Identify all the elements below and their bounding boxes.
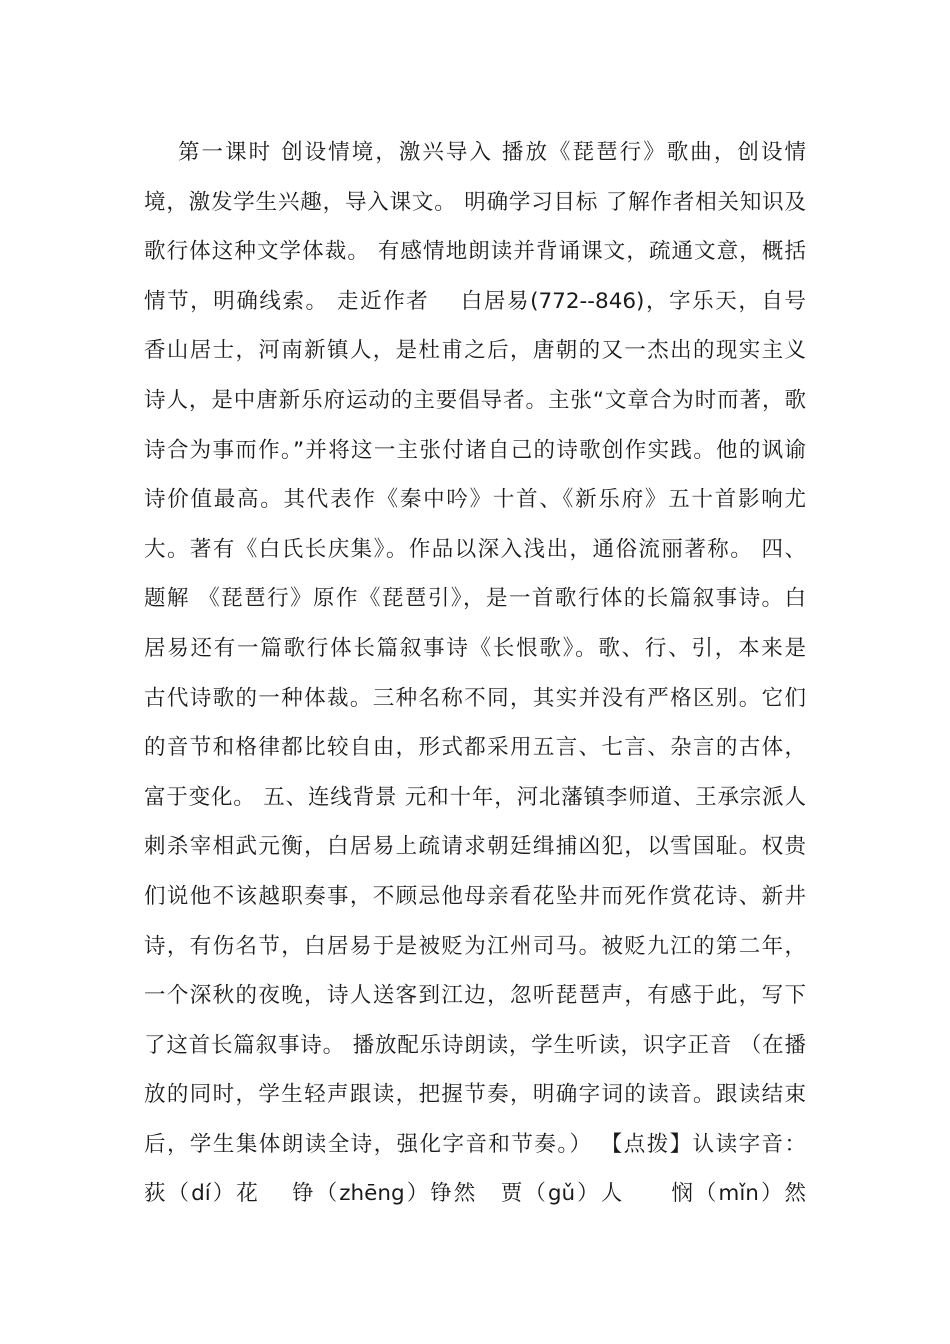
text-line: 居易还有一篇歌行体长篇叙事诗《长恨歌》。歌、行、引，本来是 [144, 635, 806, 661]
text-line: 第一课时 创设情境，激兴导入 播放《琵琶行》歌曲，创设情 [178, 140, 806, 165]
text-line: 诗人，是中唐新乐府运动的主要倡导者。主张“文章合为时而著，歌 [144, 387, 806, 413]
text-line: 诗价值最高。其代表作《秦中吟》十首、《新乐府》五十首影响尤 [144, 487, 806, 513]
text-line: 诗，有伤名节，白居易于是被贬为江州司马。被贬九江的第二年， [144, 933, 806, 959]
text-line: 们说他不该越职奏事，不顾忌他母亲看花坠井而死作赏花诗、新井 [144, 883, 806, 909]
text-line: 题解 《琵琶行》原作《琵琶引》，是一首歌行体的长篇叙事诗。白 [144, 586, 806, 612]
text-line: 古代诗歌的一种体裁。三种名称不同，其实并没有严格区别。它们 [144, 685, 806, 711]
text-line: 情节，明确线索。 走近作者 白居易(772--846)，字乐天，自号 [144, 288, 806, 314]
text-line: 放的同时，学生轻声跟读，把握节奏，明确字词的读音。跟读结束 [144, 1082, 806, 1108]
text-line: 香山居士，河南新镇人，是杜甫之后，唐朝的又一杰出的现实主义 [144, 338, 806, 364]
text-line: 刺杀宰相武元衡，白居易上疏请求朝廷缉捕凶犯，以雪国耻。权贵 [144, 834, 806, 860]
text-line: 的音节和格律都比较自由，形式都采用五言、七言、杂言的古体， [144, 735, 806, 761]
text-line: 歌行体这种文学体裁。 有感情地朗读并背诵课文，疏通文意，概括 [144, 239, 806, 265]
text-line: 富于变化。 五、连线背景 元和十年，河北藩镇李师道、王承宗派人 [144, 784, 806, 810]
text-line: 了这首长篇叙事诗。 播放配乐诗朗读，学生听读，识字正音 （在播 [144, 1032, 806, 1058]
text-line: 荻（dí）花 铮（zhēng）铮然 贾（gǔ）人 悯（mǐn）然 [144, 1181, 806, 1207]
text-line: 后，学生集体朗读全诗，强化字音和节奏。） 【点拨】认读字音： [144, 1131, 806, 1157]
text-line: 境，激发学生兴趣，导入课文。 明确学习目标 了解作者相关知识及 [144, 189, 806, 215]
text-line: 一个深秋的夜晚，诗人送客到江边，忽听琵琶声，有感于此，写下 [144, 983, 806, 1009]
lesson-plan-body [144, 128, 806, 1219]
text-line: 诗合为事而作。”并将这一主张付诸自己的诗歌创作实践。他的讽谕 [144, 437, 806, 463]
text-line: 大。著有《白氏长庆集》。作品以深入浅出，通俗流丽著称。 四、 [144, 536, 806, 562]
